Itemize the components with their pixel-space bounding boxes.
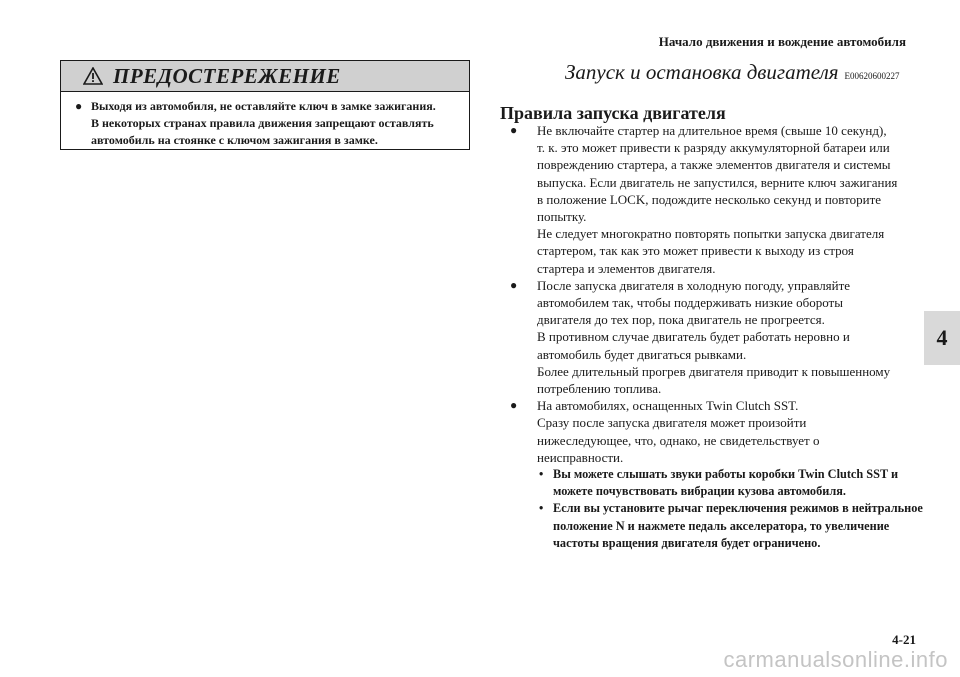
bullet-marker: ●: [510, 398, 518, 413]
list-item: [505, 277, 925, 397]
instructions-list: [505, 122, 925, 552]
text-line: автомобилем так, чтобы поддерживать низкие обороты: [537, 295, 843, 311]
text-line: двигателя до тех пор, пока двигатель не прогреется.: [537, 312, 825, 328]
list-item: [505, 397, 925, 552]
text-line: автомобиль будет двигаться рывками.: [537, 346, 747, 362]
page-number: 4-21: [892, 632, 916, 647]
list-item: [505, 122, 925, 277]
text-line: Если вы установите рычаг переключения режимов в нейтральное: [553, 501, 923, 516]
warning-triangle-icon: [83, 67, 103, 85]
text-line: стартера и элементов двигателя.: [537, 260, 716, 276]
warning-line: автомобиль на стоянке с ключом зажигания в замке.: [91, 133, 378, 147]
text-line: Не следует многократно повторять попытки запуска двигателя: [537, 226, 885, 242]
warning-line: Выходя из автомобиля, не оставляйте ключ в замке зажигания.: [91, 99, 436, 113]
sub-list-item: [539, 500, 925, 552]
chapter-number: 4: [936, 325, 948, 350]
text-line: неисправности.: [537, 449, 624, 465]
watermark: carmanualsonline.info: [723, 647, 948, 672]
text-line: Более длительный прогрев двигателя приводит к повышенному: [537, 363, 891, 379]
text-line: Сразу после запуска двигателя может произойти: [537, 415, 807, 431]
text-line: Не включайте стартер на длительное время (свыше 10 секунд),: [537, 123, 887, 138]
text-line: нижеследующее, что, однако, не свидетельствует о: [537, 432, 820, 448]
text-line: выпуска. Если двигатель не запустился, верните ключ зажигания: [537, 174, 898, 190]
text-line: повреждению стартера, а также элементов двигателя и системы: [537, 157, 891, 173]
sub-bullet-marker: •: [539, 467, 544, 482]
text-line: положение N и нажмете педаль акселератора, то увеличение: [553, 518, 890, 533]
text-line: После запуска двигателя в холодную погоду, управляйте: [537, 277, 851, 293]
section-title-text: Запуск и остановка двигателя: [565, 60, 839, 84]
text-line: потреблению топлива.: [537, 381, 662, 397]
text-line: На автомобилях, оснащенных Twin Clutch SST.: [537, 398, 799, 414]
warning-header: [61, 61, 469, 92]
section-code: E00620600227: [844, 71, 900, 81]
chapter-tab[interactable]: [924, 311, 960, 365]
text-line: частоты вращения двигателя будет ограничено.: [553, 535, 821, 550]
text-line: Вы можете слышать звуки работы коробки Twin Clutch SST и: [553, 467, 899, 482]
subsection-title: Правила запуска двигателя: [500, 103, 726, 123]
text-line: в положение LOCK, подождите несколько секунд и повторите: [537, 191, 882, 207]
bullet-marker: ●: [510, 277, 518, 292]
sub-list-item: [539, 466, 925, 500]
bullet-marker: ●: [75, 99, 83, 113]
running-header: Начало движения и вождение автомобиля: [658, 34, 906, 49]
sub-bullet-marker: •: [539, 501, 544, 516]
warning-box: [60, 60, 470, 150]
text-line: попытку.: [537, 209, 587, 225]
section-title: [565, 60, 900, 85]
warning-title: ПРЕДОСТЕРЕЖЕНИЕ: [113, 63, 341, 88]
warning-text: [61, 92, 469, 149]
text-line: т. к. это может привести к разряду аккумуляторной батареи или: [537, 140, 890, 156]
warning-line: В некоторых странах правила движения запрещают оставлять: [91, 116, 434, 130]
bullet-marker: ●: [510, 123, 518, 137]
text-line: можете почувствовать вибрации кузова автомобиля.: [553, 484, 846, 499]
text-line: В противном случае двигатель будет работать неровно и: [537, 329, 850, 345]
text-line: стартером, так как это может привести к выходу из строя: [537, 243, 854, 259]
